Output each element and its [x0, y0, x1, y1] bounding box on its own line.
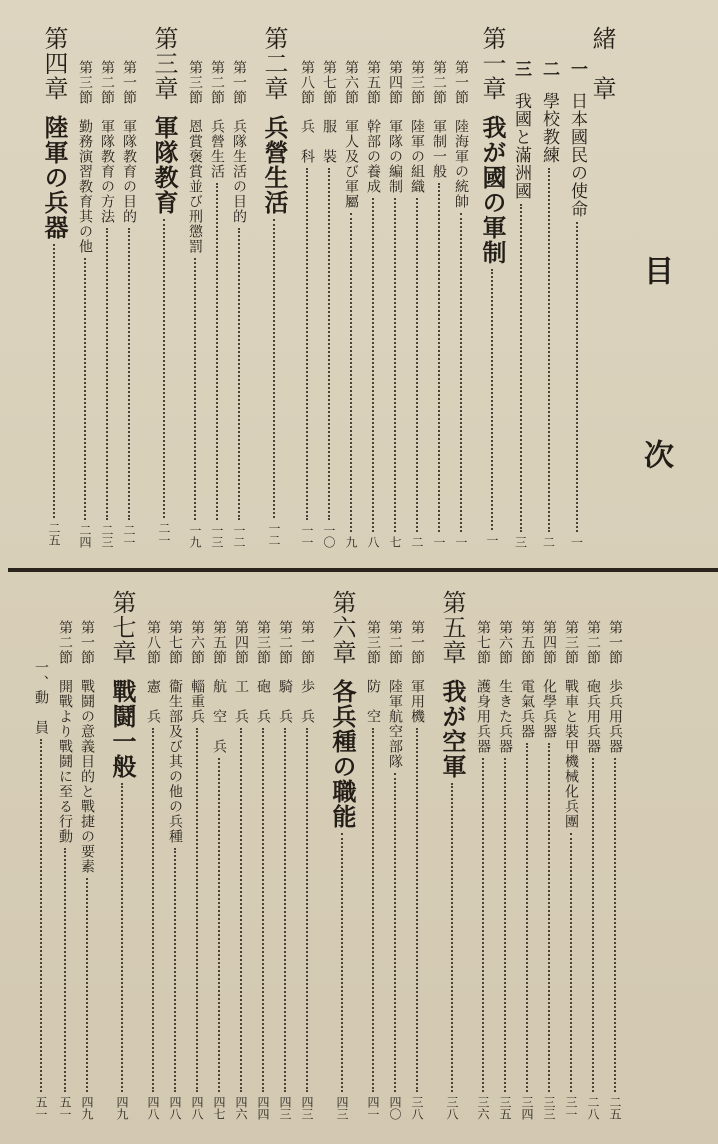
- dot-leader: [526, 743, 528, 1092]
- page-number: 三八: [410, 1096, 424, 1120]
- dot-leader: [152, 728, 154, 1092]
- page-number: 二五: [47, 522, 61, 546]
- toc-entry[interactable]: [278, 620, 292, 1120]
- page-number: 二一: [157, 522, 171, 546]
- page-number: 四八: [168, 1096, 182, 1120]
- section-number: 第二節: [209, 60, 225, 105]
- dot-leader: [64, 848, 66, 1092]
- page-number: 一二: [232, 524, 246, 548]
- dot-leader: [394, 773, 396, 1092]
- entry-title: 恩賞褒賞並び刑懲罰: [187, 119, 203, 254]
- dot-leader: [614, 758, 616, 1092]
- page-number: 二八: [586, 1096, 600, 1120]
- entry-title: 航 空 兵: [211, 679, 227, 754]
- entry-title: 軍隊の編制: [387, 119, 403, 194]
- entry-title: 陸海軍の統帥: [453, 119, 469, 209]
- section-number: 第六節: [189, 620, 205, 665]
- page-number: 三一: [564, 1096, 578, 1120]
- section-number: 第一節: [79, 620, 95, 665]
- entry-title: 輜重兵: [189, 679, 205, 724]
- entry-title: 軍隊教育の目的: [121, 119, 137, 224]
- page-number: 二: [541, 536, 556, 548]
- page-number: 一: [485, 534, 499, 546]
- page-number: 四四: [256, 1096, 270, 1120]
- dot-leader: [576, 222, 578, 532]
- dot-leader: [196, 728, 198, 1092]
- toc-entry[interactable]: [256, 620, 270, 1120]
- section-number: 一、: [33, 660, 49, 690]
- dot-leader: [416, 198, 418, 532]
- entry-title: 軍人及び軍屬: [343, 119, 359, 209]
- page-number: 四九: [115, 1096, 129, 1120]
- entry-title: 學校教練: [539, 92, 559, 164]
- entry-title: 軍隊教育の方法: [99, 119, 115, 224]
- section-number: 第二節: [277, 620, 293, 665]
- section-number: 第五節: [519, 620, 535, 665]
- page-number: 四八: [190, 1096, 204, 1120]
- entry-title: 工 兵: [233, 679, 249, 724]
- chapter-title: 我が國の軍制: [478, 115, 506, 265]
- chapter-label: 第三章: [150, 26, 178, 101]
- page-number: 三五: [498, 1096, 512, 1120]
- dot-leader: [491, 269, 493, 530]
- dot-leader: [121, 783, 123, 1092]
- toc-entry[interactable]: [564, 620, 578, 1120]
- entry-title: 動 員: [33, 690, 49, 735]
- toc-entry[interactable]: [366, 620, 380, 1120]
- dot-leader: [350, 213, 352, 532]
- page-number: 四三: [278, 1096, 292, 1120]
- section-number: 第三節: [255, 620, 271, 665]
- page-number: 八: [366, 536, 380, 548]
- entry-title: 我國と滿洲國: [511, 92, 531, 200]
- page-number: 三四: [520, 1096, 534, 1120]
- section-number: 第六節: [497, 620, 513, 665]
- page-number: 二三: [100, 524, 114, 548]
- section-number: 第四節: [541, 620, 557, 665]
- entry-title: 開戰より戰鬪に至る行動: [57, 679, 73, 844]
- toc-entry[interactable]: [388, 60, 402, 548]
- page-number: 四三: [300, 1096, 314, 1120]
- dot-leader: [163, 219, 165, 518]
- page-title: 目 次: [638, 255, 673, 531]
- dot-leader: [306, 728, 308, 1092]
- page-number: 四一: [366, 1096, 380, 1120]
- dot-leader: [306, 168, 308, 520]
- section-number: 第二節: [431, 60, 447, 105]
- toc-entry[interactable]: [454, 60, 468, 548]
- section-number: 第一節: [409, 620, 425, 665]
- page-number: 三六: [476, 1096, 490, 1120]
- dot-leader: [238, 228, 240, 520]
- page-number: 二一: [122, 524, 136, 548]
- section-number: 第二節: [585, 620, 601, 665]
- page-number: 一二: [267, 522, 281, 546]
- toc-entry[interactable]: [568, 60, 585, 548]
- section-number: 第五節: [365, 60, 381, 105]
- dot-leader: [328, 168, 330, 520]
- entry-title: 陸軍航空部隊: [387, 679, 403, 769]
- chapter-title: 各兵種の職能: [328, 679, 356, 829]
- section-number: 第一節: [299, 620, 315, 665]
- section-number: 第六節: [343, 60, 359, 105]
- dot-leader: [84, 258, 86, 520]
- chapter-label: 第五章: [438, 590, 466, 665]
- entry-title: 防 空: [365, 679, 381, 724]
- dot-leader: [262, 728, 264, 1092]
- entry-title: 陸軍の組織: [409, 119, 425, 194]
- entry-title: 騎 兵: [277, 679, 293, 724]
- page-number: 二五: [608, 1096, 622, 1120]
- page-number: 三: [513, 536, 528, 548]
- entry-title: 歩兵用兵器: [607, 679, 623, 754]
- dot-leader: [240, 728, 242, 1092]
- page-number: 一一: [300, 524, 314, 548]
- entry-title: 幹部の養成: [365, 119, 381, 194]
- dot-leader: [284, 728, 286, 1092]
- section-number: 第一節: [453, 60, 469, 105]
- dot-leader: [218, 758, 220, 1092]
- page-number: 一: [432, 536, 446, 548]
- dot-leader: [504, 758, 506, 1092]
- entry-title: 戰鬪の意義目的と戰捷の要素: [79, 679, 95, 874]
- dot-leader: [548, 743, 550, 1092]
- entry-title: 兵營生活: [209, 119, 225, 179]
- section-number: 第三節: [187, 60, 203, 105]
- chapter-label: 第二章: [260, 26, 288, 101]
- dot-leader: [174, 848, 176, 1092]
- entry-title: 軍用機: [409, 679, 425, 724]
- toc-entry[interactable]: [476, 620, 490, 1120]
- page-number: 三八: [445, 1096, 459, 1120]
- section-number: 第八節: [145, 620, 161, 665]
- toc-entry[interactable]: [608, 620, 622, 1120]
- dot-leader: [438, 183, 440, 532]
- section-number: 第二節: [99, 60, 115, 105]
- section-number: 第二節: [57, 620, 73, 665]
- section-number: 第三節: [365, 620, 381, 665]
- toc-entry[interactable]: [410, 60, 424, 548]
- toc-entry[interactable]: [188, 60, 202, 548]
- dot-leader: [451, 783, 453, 1092]
- toc-entry[interactable]: [190, 620, 204, 1120]
- toc-entry[interactable]: [322, 60, 336, 548]
- dot-leader: [460, 213, 462, 532]
- toc-entry[interactable]: [232, 60, 246, 548]
- section-number: 第四節: [387, 60, 403, 105]
- entry-title: 化學兵器: [541, 679, 557, 739]
- dot-leader: [570, 833, 572, 1092]
- page-number: 四八: [146, 1096, 160, 1120]
- dot-leader: [40, 739, 42, 1092]
- toc-entry[interactable]: [586, 620, 600, 1120]
- chapter-title: 戰鬪一般: [108, 679, 136, 779]
- entry-title: 電氣兵器: [519, 679, 535, 739]
- toc-entry[interactable]: [58, 620, 72, 1120]
- chapter-label: 第一章: [478, 26, 506, 101]
- section-number: 三: [511, 60, 531, 78]
- chapter-label: 第六章: [328, 590, 356, 665]
- entry-title: 兵隊生活の目的: [231, 119, 247, 224]
- section-number: 二: [539, 60, 559, 78]
- page-number: 一三: [210, 524, 224, 548]
- dot-leader: [194, 258, 196, 520]
- toc-entry[interactable]: [410, 620, 424, 1120]
- section-number: 第八節: [299, 60, 315, 105]
- chapter-3-heading[interactable]: [152, 26, 176, 546]
- toc-entry[interactable]: [542, 620, 556, 1120]
- page-number: 二四: [78, 524, 92, 548]
- toc-entry[interactable]: [300, 60, 314, 548]
- chapter-6-heading[interactable]: [330, 590, 354, 1120]
- toc-entry[interactable]: [212, 620, 226, 1120]
- chapter-2-heading[interactable]: [262, 26, 286, 546]
- page-number: 一: [454, 536, 468, 548]
- toc-entry[interactable]: [168, 620, 182, 1120]
- dot-leader: [128, 228, 130, 520]
- entry-title: 戰車と裝甲機械化兵團: [563, 679, 579, 829]
- toc-entry[interactable]: [344, 60, 358, 548]
- section-number: 一: [567, 60, 587, 78]
- dot-leader: [416, 728, 418, 1092]
- page-number: 三三: [542, 1096, 556, 1120]
- chapter-title: 軍隊教育: [150, 115, 178, 215]
- dot-leader: [53, 244, 55, 518]
- chapter-title: 我が空軍: [438, 679, 466, 779]
- dot-leader: [106, 228, 108, 520]
- chapter-1-heading[interactable]: [480, 26, 504, 546]
- page-number: 一九: [188, 524, 202, 548]
- page-number: 七: [388, 536, 402, 548]
- section-number: 第一節: [607, 620, 623, 665]
- toc-entry[interactable]: [122, 60, 136, 548]
- page-number: 四〇: [388, 1096, 402, 1120]
- toc-entry[interactable]: [234, 620, 248, 1120]
- entry-title: 歩 兵: [299, 679, 315, 724]
- section-number: 第五節: [211, 620, 227, 665]
- entry-title: 兵 科: [299, 119, 315, 164]
- section-number: 第三節: [77, 60, 93, 105]
- page-number: 二: [410, 536, 424, 548]
- entry-title: 憲 兵: [145, 679, 161, 724]
- section-number: 第七節: [321, 60, 337, 105]
- toc-entry[interactable]: [540, 60, 557, 548]
- entry-title: 砲 兵: [255, 679, 271, 724]
- dot-leader: [372, 728, 374, 1092]
- intro-chapter-heading[interactable]: [590, 26, 614, 101]
- page-number: 五一: [58, 1096, 72, 1120]
- dot-leader: [548, 168, 550, 532]
- toc-entry[interactable]: [498, 620, 512, 1120]
- dot-leader: [216, 183, 218, 520]
- entry-title: 軍制一般: [431, 119, 447, 179]
- section-number: 第七節: [167, 620, 183, 665]
- page-number: 九: [344, 536, 358, 548]
- page-number: 四三: [335, 1096, 349, 1120]
- chapter-5-heading[interactable]: [440, 590, 464, 1120]
- dot-leader: [520, 204, 522, 532]
- dot-leader: [592, 758, 594, 1092]
- section-number: 第三節: [563, 620, 579, 665]
- page-number: 一〇: [322, 524, 336, 548]
- toc-entry[interactable]: [80, 620, 94, 1120]
- chapter-title: 陸軍の兵器: [40, 115, 68, 240]
- toc-entry[interactable]: [78, 60, 92, 548]
- toc-entry[interactable]: [100, 60, 114, 548]
- entry-title: 勤務演習教育其の他: [77, 119, 93, 254]
- page-number: 五一: [34, 1096, 48, 1120]
- toc-entry[interactable]: [388, 620, 402, 1120]
- dot-leader: [372, 198, 374, 532]
- section-number: 第三節: [409, 60, 425, 105]
- chapter-4-heading[interactable]: [42, 26, 66, 546]
- section-number: 第一節: [231, 60, 247, 105]
- page-number: 四七: [212, 1096, 226, 1120]
- entry-title: 日本國民の使命: [567, 92, 587, 218]
- entry-title: 護身用兵器: [475, 679, 491, 754]
- section-number: 第七節: [475, 620, 491, 665]
- dot-leader: [482, 758, 484, 1092]
- toc-entry[interactable]: [366, 60, 380, 548]
- page-number: 一: [569, 536, 584, 548]
- section-number: 第一節: [121, 60, 137, 105]
- entry-title: 衞生部及び其の他の兵種: [167, 679, 183, 844]
- toc-entry[interactable]: [210, 60, 224, 548]
- page-number: 四六: [234, 1096, 248, 1120]
- entry-title: 生きた兵器: [497, 679, 513, 754]
- toc-entry[interactable]: [34, 660, 48, 1120]
- toc-entry[interactable]: [520, 620, 534, 1120]
- dot-leader: [341, 833, 343, 1092]
- section-number: 第四節: [233, 620, 249, 665]
- chapter-title: 兵營生活: [260, 115, 288, 215]
- dot-leader: [394, 198, 396, 532]
- toc-entry[interactable]: [512, 60, 529, 548]
- chapter-label: 第四章: [40, 26, 68, 101]
- toc-entry[interactable]: [432, 60, 446, 548]
- chapter-7-heading[interactable]: [110, 590, 134, 1120]
- page-number: 四九: [80, 1096, 94, 1120]
- entry-title: 服 裝: [321, 119, 337, 164]
- toc-entry[interactable]: [300, 620, 314, 1120]
- entry-title: 砲兵用兵器: [585, 679, 601, 754]
- section-divider: [8, 568, 718, 572]
- chapter-label: 第七章: [108, 590, 136, 665]
- section-number: 第二節: [387, 620, 403, 665]
- dot-leader: [273, 219, 275, 518]
- toc-entry[interactable]: [146, 620, 160, 1120]
- chapter-label: 緒 章: [588, 26, 616, 101]
- dot-leader: [86, 878, 88, 1092]
